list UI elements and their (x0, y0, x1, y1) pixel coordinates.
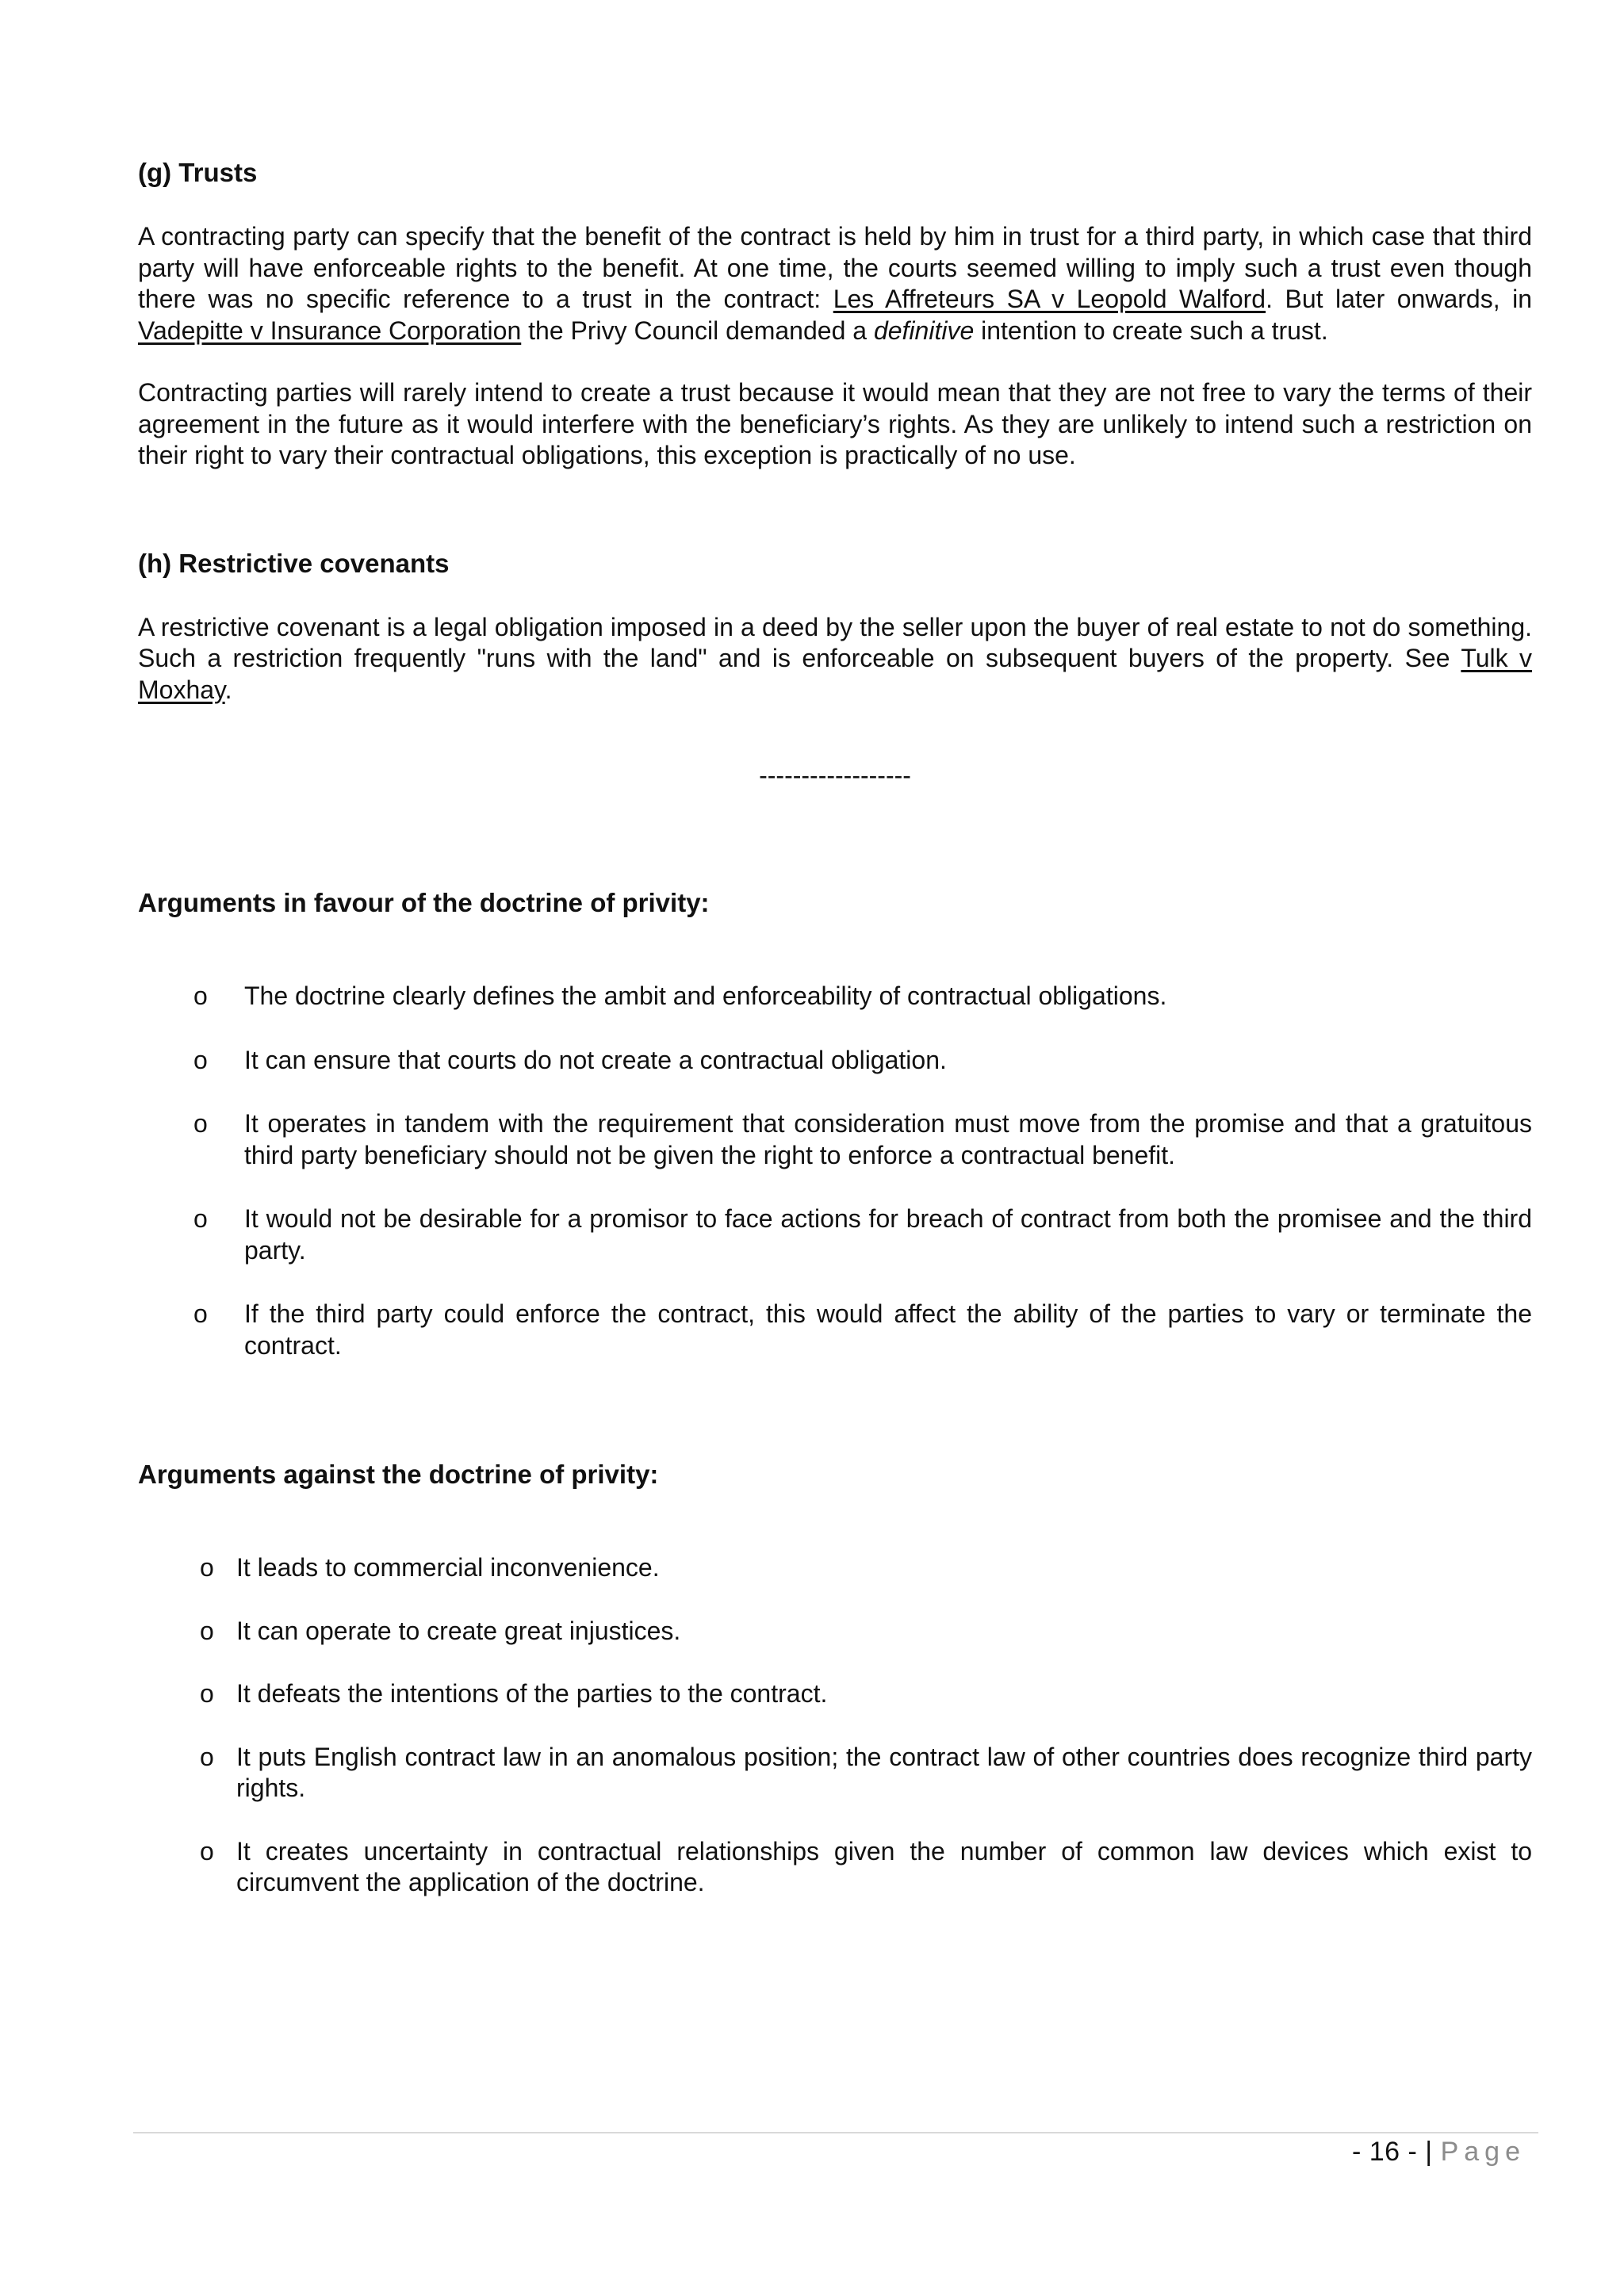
bullet-marker: o (193, 1045, 208, 1074)
bullet-marker: o (193, 1299, 208, 1328)
list-item (138, 1836, 1532, 1899)
covenants-paragraph (138, 612, 1532, 706)
section-heading-trusts: (g) Trusts (138, 158, 258, 187)
footer-divider-line (133, 2132, 1538, 2133)
page-number: - 16 - (1351, 2137, 1418, 2167)
page-label: Page (1440, 2137, 1526, 2167)
list-item-text: It can ensure that courts do not create a contractual obligation. (244, 1045, 947, 1074)
favour-list (138, 981, 1532, 1361)
text-run: A restrictive covenant is a legal obligation imposed in a deed by the seller upon the buyer of real estate to not do something. Such a restriction frequently "runs with the land" and is enforceable on subsequent buyers of the property. See (138, 612, 1532, 672)
list-item (138, 1552, 1532, 1584)
list-item-text: It can operate to create great injustices. (236, 1616, 681, 1645)
bullet-marker: o (200, 1553, 214, 1582)
bullet-marker: o (200, 1742, 214, 1771)
list-item (138, 1045, 1532, 1077)
case-link-tulk-v-moxhay[interactable]: Tulk v Moxhay (138, 644, 1533, 704)
list-item-text: It puts English contract law in an anomalous position; the contract law of other countries does recognize third party rights. (236, 1742, 1532, 1802)
text-run: the Privy Council demanded a (521, 316, 874, 345)
page-footer (1352, 2133, 1526, 2170)
text-run: . But later onwards, in (1266, 285, 1533, 313)
list-item-text: If the third party could enforce the contract, this would affect the ability of the parties to vary or terminate the contract. (244, 1299, 1532, 1360)
bullet-marker: o (200, 1679, 214, 1708)
text-run: . (224, 675, 232, 704)
list-item-text: The doctrine clearly defines the ambit and enforceability of contractual obligations. (244, 982, 1167, 1010)
bullet-marker: o (200, 1836, 214, 1866)
footer-divider: | (1425, 2137, 1433, 2167)
list-item-text: It creates uncertainty in contractual relationships given the number of common law devices which exist to circumvent the application of the doctrine. (236, 1836, 1532, 1896)
section-heading-restrictive-covenants: (h) Restrictive covenants (138, 548, 450, 578)
list-item (138, 981, 1532, 1012)
list-item (138, 1203, 1532, 1266)
heading-arguments-in-favour: Arguments in favour of the doctrine of privity: (138, 888, 710, 917)
list-item (138, 1108, 1532, 1171)
case-link-vadepitte[interactable]: Vadepitte v Insurance Corporation (138, 316, 522, 345)
bullet-marker: o (193, 1204, 208, 1233)
text-run: A contracting party can specify that the benefit of the contract is held by him in trust for a third party, in which case that third party will have enforceable rights to the benefit. At one time, the courts seemed willing to imply such a trust even though there was no specific reference to a trust in the contract: (138, 222, 1532, 313)
list-item (138, 1678, 1532, 1710)
emphasis-text: definitive (873, 316, 975, 345)
page-content (138, 155, 1532, 1931)
list-item (138, 1742, 1532, 1804)
list-item (138, 1299, 1532, 1361)
bullet-marker: o (200, 1616, 214, 1645)
bullet-marker: o (193, 982, 208, 1010)
list-item-text: It leads to commercial inconvenience. (236, 1553, 660, 1582)
list-item-text: It operates in tandem with the requirement that consideration must move from the promise and that a gratuitous third party beneficiary should not be given the right to enforce a contractual benefit. (244, 1109, 1532, 1169)
section-separator: ------------------ (759, 761, 911, 790)
trusts-paragraph-2: Contracting parties will rarely intend to create a trust because it would mean that they are not free to vary the terms of their agreement in the future as it would interfere with the beneficiary’s rights. As they are unlikely to intend such a restriction on their right to vary their contractual obligations, this exception is practically of no use. (138, 378, 1532, 469)
heading-arguments-against: Arguments against the doctrine of privity: (138, 1460, 659, 1489)
text-run: intention to create such a trust. (974, 316, 1328, 345)
list-item-text: It defeats the intentions of the parties to the contract. (236, 1679, 828, 1708)
case-link-les-affreteurs[interactable]: Les Affreteurs SA v Leopold Walford (833, 285, 1266, 313)
list-item (138, 1616, 1532, 1647)
against-list (138, 1552, 1532, 1899)
bullet-marker: o (193, 1109, 208, 1138)
trusts-paragraph-1 (138, 221, 1532, 346)
list-item-text: It would not be desirable for a promisor to face actions for breach of contract from both the promisee and the third party. (244, 1204, 1532, 1265)
